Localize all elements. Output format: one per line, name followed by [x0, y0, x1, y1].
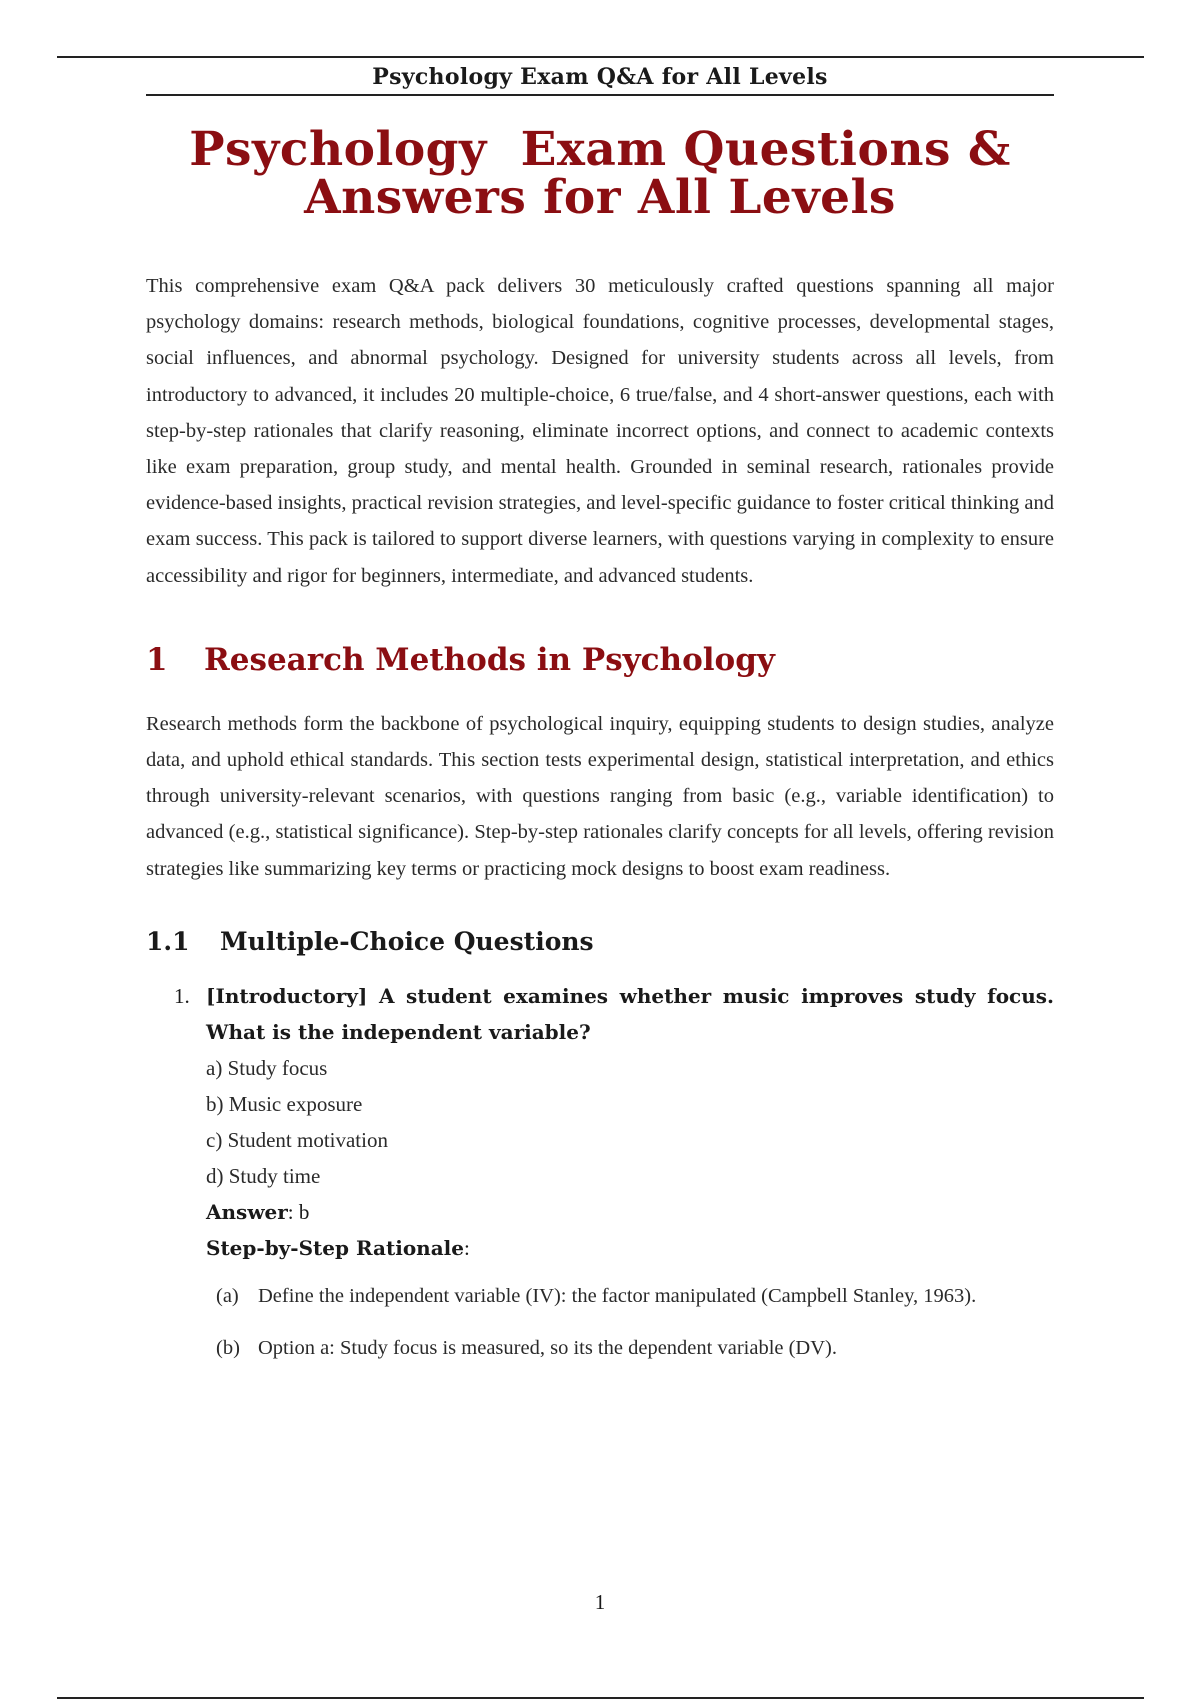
question-item — [174, 978, 1054, 1382]
abstract-paragraph: This comprehensive exam Q&A pack delivers 30 meticulously crafted questions spanning all major psychology domains: research methods, biological foundations, cognitive processes, developmental stages, social influences, and abnormal psychology. Designed for university students across all levels, from introductory to advanced, it includes 20 multiple-choice, 6 true/false, and 4 short-answer questions, each with step-by-step rationales that clarify reasoning, eliminate incorrect options, and connect to academic contexts like exam preparation, group study, and mental health. Grounded in seminal research, rationales provide evidence-based insights, practical revision strategies, and level-specific guidance to foster critical thinking and exam success. This pack is tailored to support diverse learners, with questions varying in complexity to ensure accessibility and rigor for beginners, intermediate, and advanced students. — [146, 275, 1054, 587]
rationale-text: Define the independent variable (IV): the factor manipulated (Campbell Stanley, 1963). — [258, 1284, 977, 1307]
top-page-rule — [57, 56, 1144, 58]
option-d: d) Study time — [206, 1163, 321, 1188]
rationale-heading — [206, 1230, 1054, 1266]
section-title: Research Methods in Psychology — [204, 641, 775, 678]
answer-value: : b — [287, 1199, 310, 1224]
answer-label: Answer — [206, 1199, 288, 1224]
rationale-colon: : — [464, 1235, 470, 1260]
rationale-marker: (a) — [216, 1284, 239, 1307]
title-line-2: Answers for All Levels — [304, 170, 896, 225]
title-line-1: Psychology Exam Questions & — [189, 122, 1011, 177]
rationale-text: Option a: Study focus is measured, so its the dependent variable (DV). — [258, 1336, 837, 1359]
section-number: 1 — [146, 641, 168, 678]
option-c: c) Student motivation — [206, 1127, 388, 1152]
rationale-item — [216, 1330, 1054, 1366]
document-page — [146, 64, 1054, 1382]
bottom-page-rule — [57, 1697, 1144, 1699]
question-body — [206, 978, 1054, 1382]
subsection-title: Multiple-Choice Questions — [220, 926, 594, 956]
subsection-number: 1.1 — [146, 926, 190, 956]
subsection-heading — [146, 927, 1054, 956]
question-text: [Introductory] A student examines whether music improves study focus. What is the independent variable? — [206, 983, 1054, 1044]
question-number: 1. — [174, 983, 190, 1008]
rationale-label: Step-by-Step Rationale — [206, 1235, 464, 1260]
rationale-list — [216, 1278, 1054, 1366]
running-header: Psychology Exam Q&A for All Levels — [146, 64, 1054, 96]
document-title — [146, 122, 1054, 225]
rationale-marker: (b) — [216, 1336, 240, 1359]
section-heading — [146, 642, 1054, 678]
page-number: 1 — [594, 1590, 606, 1614]
section-intro-paragraph: Research methods form the backbone of psychological inquiry, equipping students to design studies, analyze data, and uphold ethical standards. This section tests experimental design, statistical interpretation, and ethics through university-relevant scenarios, with questions ranging from basic (e.g., variable identification) to advanced (e.g., statistical significance). Step-by-step rationales clarify concepts for all levels, offering revision strategies like summarizing key terms or practicing mock designs to boost exam readiness. — [146, 712, 1054, 880]
answer-line — [206, 1194, 1054, 1230]
rationale-item — [216, 1278, 1054, 1314]
option-a: a) Study focus — [206, 1055, 328, 1080]
option-b: b) Music exposure — [206, 1091, 363, 1116]
